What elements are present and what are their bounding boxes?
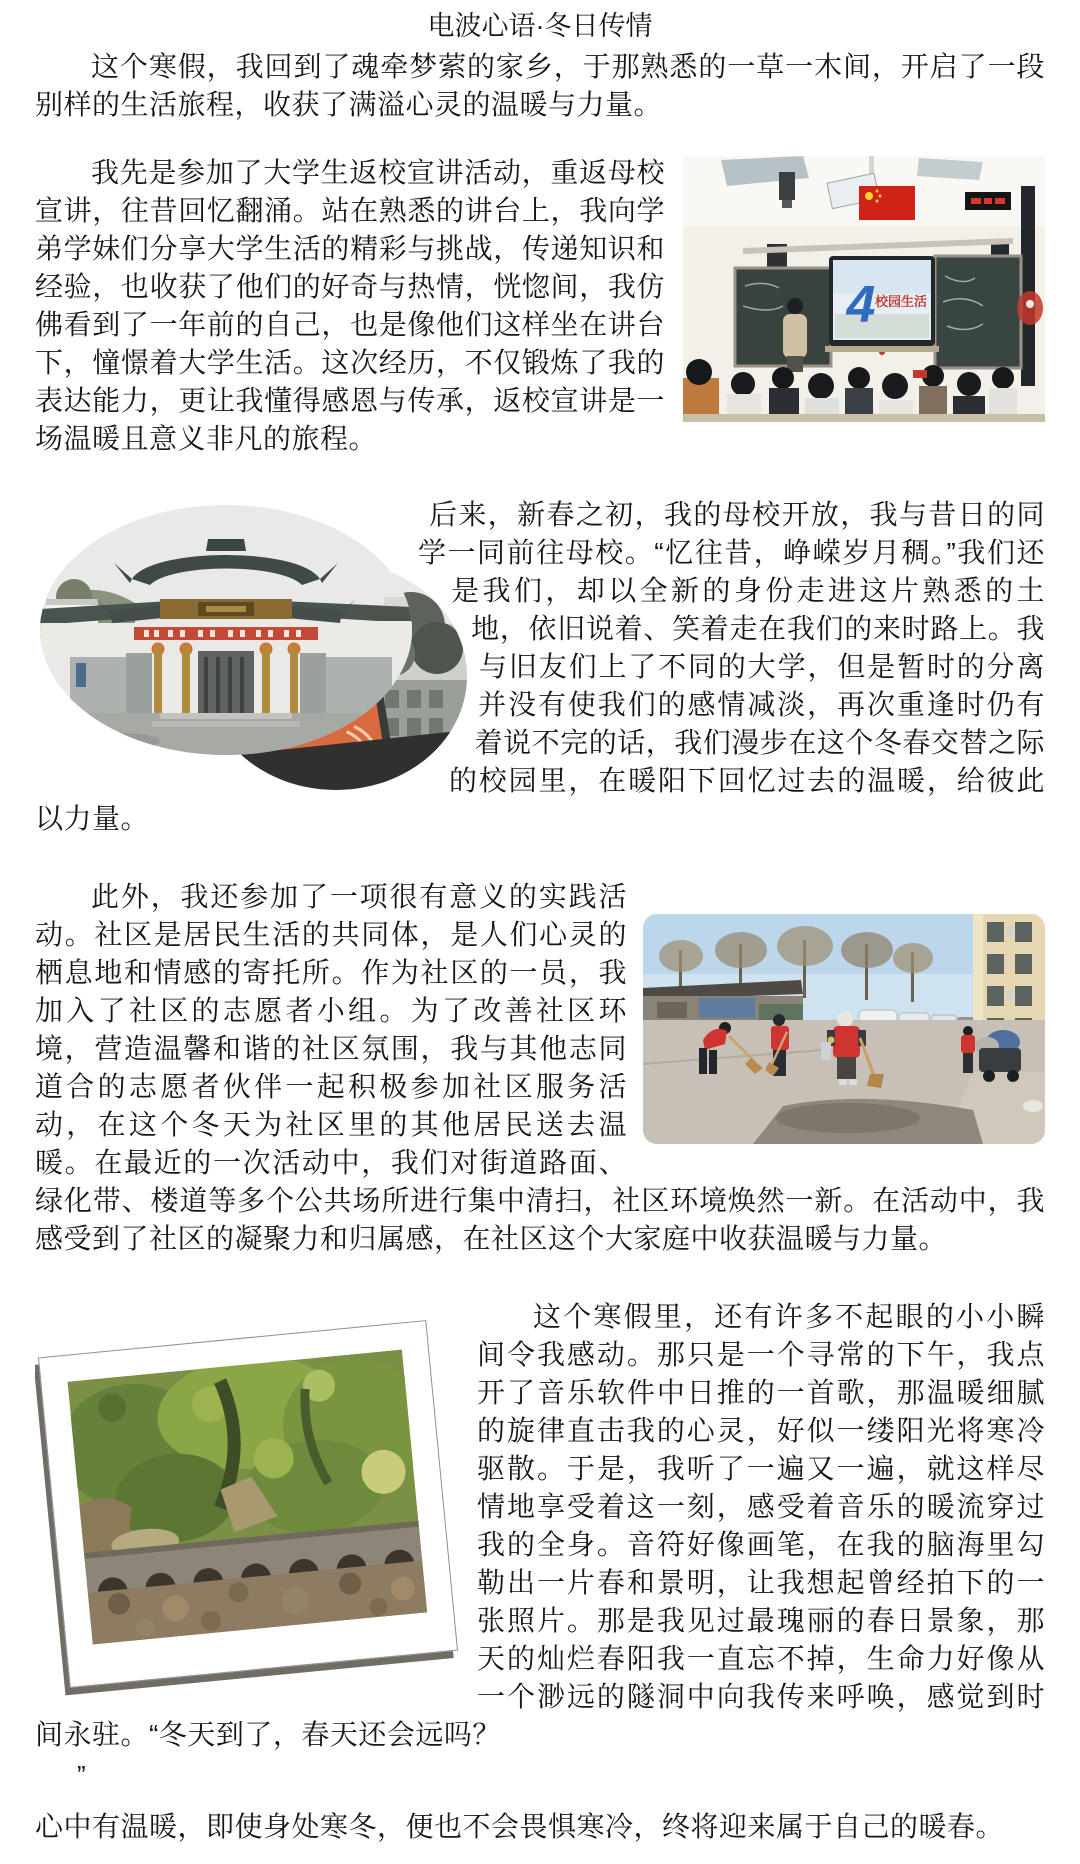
red-banner	[134, 627, 318, 640]
community-section	[35, 878, 1045, 1258]
intro-paragraph: 这个寒假，我回到了魂牵梦萦的家乡，于那熟悉的一草一木间，开启了一段别样的生活旅程，收获了满溢心灵的温暖与力量。	[35, 51, 1045, 120]
alma-mater-section	[35, 496, 1045, 838]
closing-paragraph: 心中有温暖，即使身处寒冬，便也不会畏惧寒冷，终将迎来属于自己的暖春。	[35, 1811, 1005, 1842]
school-gate-photo	[40, 505, 412, 755]
gate-opening	[198, 651, 254, 715]
classroom-photo[interactable]	[683, 156, 1045, 422]
community-paragraph: 此外，我还参加了一项很有意义的实践活动。社区是居民生活的共同体，是人们心灵的栖息地和情感的寄托所。作为社区的一员，我加入了社区的志愿者小组。为了改善社区环境，营造温馨和谐的社区氛围，我与其他志同道合的志愿者伙伴一起积极参加社区服务活动，在这个冬天为社区里的其他居民送去温暖。在最近的一次活动中，我们对街道路面、绿化带、楼道等多个公共场所进行集中清扫，社区环境焕然一新。在活动中，我感受到了社区的凝聚力和归属感，在社区这个大家庭中收获温暖与力量。	[35, 881, 1045, 1254]
music-paragraph: 这个寒假里，还有许多不起眼的小小瞬间令我感动。那只是一个寻常的下午，我点开了音乐软件中日推的一首歌，那温暖细腻的旋律直击我的心灵，好似一缕阳光将寒冷驱散。于是，我听了一遍又一遍，就这样尽情地享受着这一刻，感受着音乐的暖流穿过我的全身。音符好像画笔，在我的脑海里勾勒出一片春和景明，让我想起曾经拍下的一张照片。那是我见过最瑰丽的春日景象，那天的灿烂春阳我一直忘不掉，生命力好像从一个渺远的隧洞中向我传来呼唤，感觉到时间永驻。“冬天到了，春天还会远吗？	[35, 1301, 1045, 1750]
street-cleaning-illustration	[643, 914, 1045, 1144]
slide-number: 4	[846, 276, 876, 334]
page-title: 电波心语·冬日传情	[427, 11, 653, 41]
led-sign	[965, 192, 1011, 210]
school-gate-illustration	[40, 505, 412, 755]
music-section	[35, 1298, 1045, 1790]
closing-quote-mark: ”	[77, 1760, 86, 1790]
intro-section	[35, 48, 1045, 124]
left-chalkboard	[735, 268, 831, 366]
classroom-photo-illustration	[683, 156, 1045, 422]
right-chalkboard	[935, 256, 1021, 368]
alma-mater-collage[interactable]	[35, 500, 467, 790]
school-talk-section	[35, 154, 1045, 458]
spring-polaroid-photo[interactable]	[43, 1338, 453, 1684]
china-flag	[859, 186, 915, 220]
spring-hillside-illustration	[67, 1350, 427, 1645]
school-talk-paragraph: 我先是参加了大学生返校宣讲活动，重返母校宣讲，往昔回忆翻涌。站在熟悉的讲台上，我向学弟学妹们分享大学生活的精彩与挑战，传递知识和经验，也收获了他们的好奇与热情，恍惚间，我仿佛看到了一年前的自己，也是像他们这样坐在讲台下，憧憬着大学生活。这次经历，不仅锻炼了我的表达能力，更让我懂得感恩与传承，返校宣讲是一场温暖且意义非凡的旅程。	[35, 157, 665, 454]
alma-mater-paragraph: 后来，新春之初，我的母校开放，我与昔日的同学一同前往母校。“忆往昔，峥嵘岁月稠。”我们还是我们，却以全新的身份走进这片熟悉的土地，依旧说着、笑着走在我们的来时路上。我与旧友们上了不同的大学，但是暂时的分离并没有使我们的感情减淡，再次重逢时仍有着说不完的话，我们漫步在这个冬春交替之际的校园里，在暖阳下回忆过去的温暖，给彼此以力量。	[35, 499, 1045, 834]
polaroid-frame	[38, 1320, 458, 1688]
slide-screen	[829, 256, 935, 346]
slide-title: 校园生活	[874, 294, 928, 309]
street-cleaning-photo[interactable]	[643, 878, 1045, 1144]
